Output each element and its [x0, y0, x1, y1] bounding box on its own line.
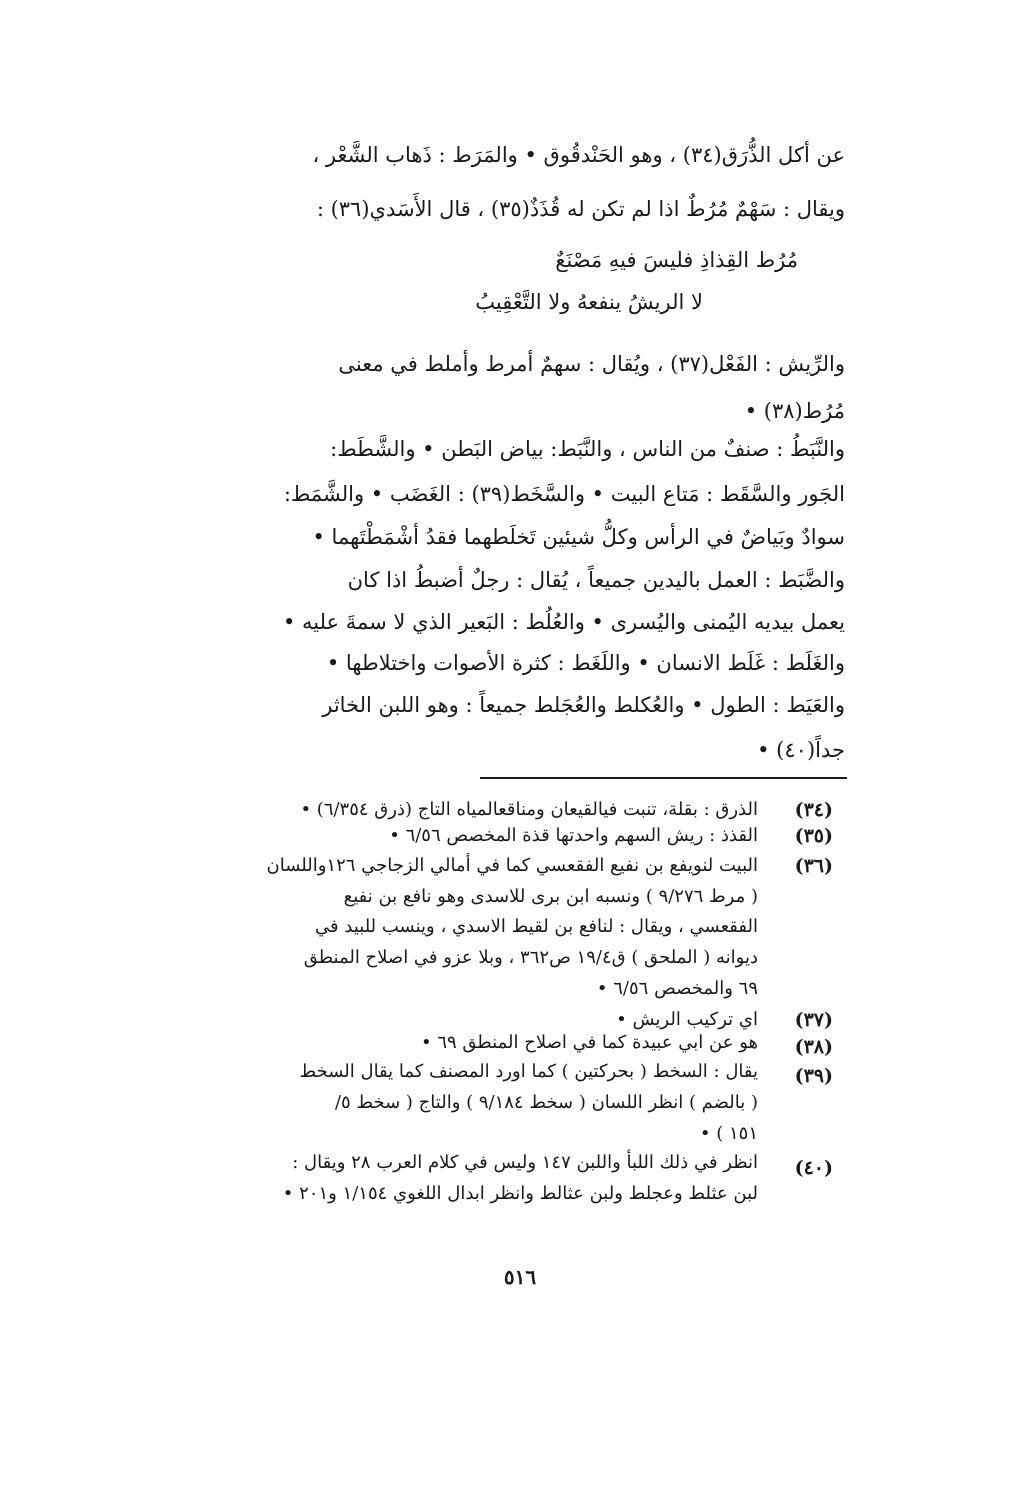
body-line: ويقال : سَهْمٌ مُرُطٌ اذا لم تكن له قُذَذٌ(٣٥) ، قال الأَسَدي(٣٦) : — [316, 197, 845, 221]
verse-first-hemistich: مُرُط القِذاذِ فليسَ فيهِ مَصْنَعٌ — [555, 248, 798, 272]
body-line: الجَور والسَّقَط : مَتاع البيت • والسَّخَط(٣٩) : الغَضَب • والشَّمَط: — [283, 482, 845, 506]
body-line: يعمل بيديه اليُمنى واليُسرى • والعُلُط : البَعير الذي لا سمةَ عليه • — [282, 610, 845, 634]
footnote-line: ١٥١ ) • — [699, 1123, 758, 1144]
verse-second-hemistich: لا الريشُ ينفعهُ ولا التَّعْقِيبُ — [475, 290, 703, 314]
footnote-line: يقال : السخط ( بحركتين ) كما اورد المصنف كما يقال السخط — [299, 1061, 758, 1082]
page-number: ٥١٦ — [503, 1265, 537, 1289]
footnote-line: البيت لنويفع بن نفيع الفقعسي كما في أمالي الزجاجي ١٢٦واللسان — [266, 855, 758, 876]
footnote-line: الفقعسي ، ويقال : لنافع بن لقيط الاسدي ، وينسب للبيد في — [315, 916, 758, 937]
footnote-line: انظر في ذلك اللبأ واللبن ١٤٧ وليس في كلام العرب ٢٨ ويقال : — [292, 1152, 758, 1173]
footnote-number: (٣٧) — [794, 1009, 833, 1031]
footnote-separator — [480, 777, 847, 779]
footnote-number: (٣٤) — [794, 799, 833, 821]
body-line: سوادٌ وبَياضٌ في الرأس وكلُّ شيئين تَخلَطهما فقدُ أشْمَطْتَهما • — [312, 525, 845, 549]
footnote-line: لبن عثلط وعجلط ولبن عثالط وانظر ابدال اللغوي ١/١٥٤ و٢٠١ • — [282, 1183, 758, 1204]
body-line: مُرُط(٣٨) • — [744, 399, 845, 423]
footnote-line: ٦٩ والمخصص ٦/٥٦ • — [596, 978, 758, 999]
footnote-number: (٣٦) — [794, 855, 833, 877]
footnote-line: هو عن ابي عبيدة كما في اصلاح المنطق ٦٩ • — [420, 1032, 758, 1053]
footnote-number: (٣٩) — [794, 1065, 833, 1087]
footnote-line: ( مرط ٩/٢٧٦ ) ونسبه ابن برى للاسدى وهو نافع بن نفيع — [343, 886, 758, 907]
footnote-line: ديوانه ( الملحق ) ق١٩/٤ ص٣٦٢ ، وبلا عزو في اصلاح المنطق — [303, 947, 758, 968]
footnote-line: ( بالضم ) انظر اللسان ( سخط ٩/١٨٤ ) والتاج ( سخط ٥/ — [334, 1092, 758, 1113]
body-line: والرِّيش : الفَعْل(٣٧) ، ويُقال : سهمٌ أمرط وأملط في معنى — [338, 352, 845, 376]
body-line: والعَيَط : الطول • والعُكلط والعُجَلط جميعاً : وهو اللبن الخاثر — [322, 693, 845, 717]
body-line: جداً(٤٠) • — [757, 738, 845, 762]
footnote-number: (٣٥) — [794, 825, 833, 847]
footnote-line: اي تركيب الريش • — [616, 1009, 758, 1030]
footnote-line: الذرق : بقلة، تنبت فيالقيعان ومناقعالمياه التاج (ذرق ٦/٣٥٤) • — [300, 799, 758, 820]
footnote-number: (٣٨) — [794, 1036, 833, 1058]
body-line: والضَّبَط : العمل باليدين جميعاً ، يُقال : رجلٌ أضبطُ اذا كان — [347, 568, 845, 592]
footnote-number: (٤٠) — [794, 1157, 833, 1179]
body-line: عن أكل الذُّرَق(٣٤) ، وهو الحَنْدقُوق • والمَرَط : ذَهاب الشَّعْر ، — [312, 143, 845, 167]
body-line: والغَلَط : غَلَط الانسان • واللَغَط : كثرة الأصوات واختلاطها • — [326, 651, 845, 675]
body-line: والنَّبَطُ : صنفٌ من الناس ، والنَّبَط: بياض البَطن • والشَّطَط: — [330, 437, 845, 461]
footnote-line: القذذ : ريش السهم واحدتها قذة المخصص ٦/٥٦ • — [389, 825, 758, 846]
